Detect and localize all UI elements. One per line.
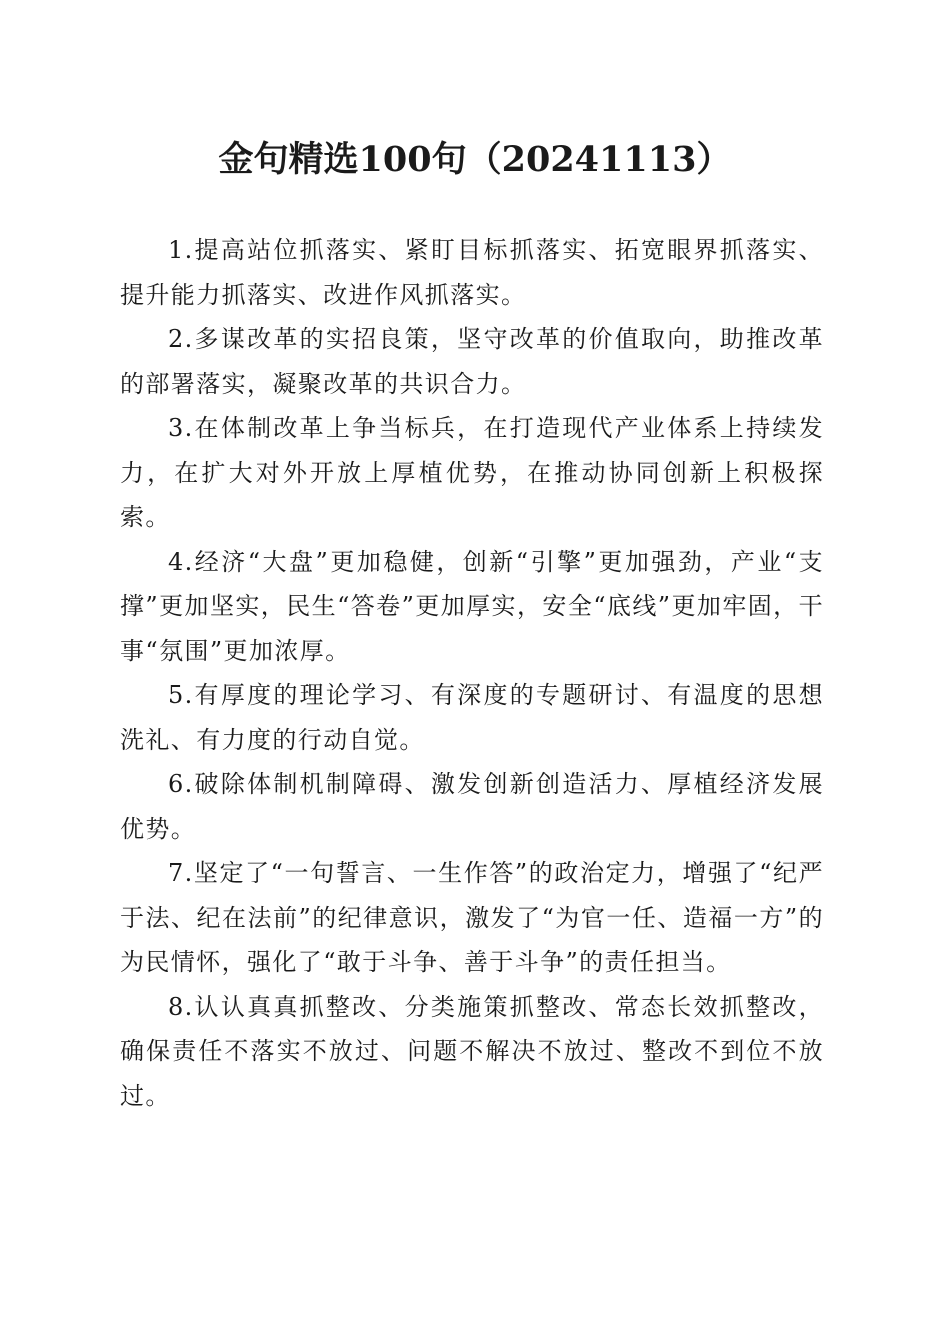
paragraph-5: 5.有厚度的理论学习、有深度的专题研讨、有温度的思想洗礼、有力度的行动自觉。 <box>120 681 824 754</box>
document-title: 金句精选100句（20241113） <box>218 139 732 180</box>
paragraph-2: 2.多谋改革的实招良策，坚守改革的价值取向，助推改革的部署落实，凝聚改革的共识合力。 <box>120 325 824 398</box>
document-body <box>120 228 824 1118</box>
paragraph-1: 1.提高站位抓落实、紧盯目标抓落实、拓宽眼界抓落实、提升能力抓落实、改进作风抓落实。 <box>120 236 824 309</box>
paragraph-8: 8.认认真真抓整改、分类施策抓整改、常态长效抓整改，确保责任不落实不放过、问题不解决不放过、整改不到位不放过。 <box>120 992 824 1110</box>
paragraph-7: 7.坚定了“一句誓言、一生作答”的政治定力，增强了“纪严于法、纪在法前”的纪律意识，激发了“为官一任、造福一方”的为民情怀，强化了“敢于斗争、善于斗争”的责任担当。 <box>120 859 824 976</box>
paragraph-6: 6.破除体制机制障碍、激发创新创造活力、厚植经济发展优势。 <box>120 770 824 843</box>
paragraph-3: 3.在体制改革上争当标兵，在打造现代产业体系上持续发力，在扩大对外开放上厚植优势，在推动协同创新上积极探索。 <box>120 414 824 531</box>
paragraph-4: 4.经济“大盘”更加稳健，创新“引擎”更加强劲，产业“支撑”更加坚实，民生“答卷”更加厚实，安全“底线”更加牢固，干事“氛围”更加浓厚。 <box>120 547 824 665</box>
